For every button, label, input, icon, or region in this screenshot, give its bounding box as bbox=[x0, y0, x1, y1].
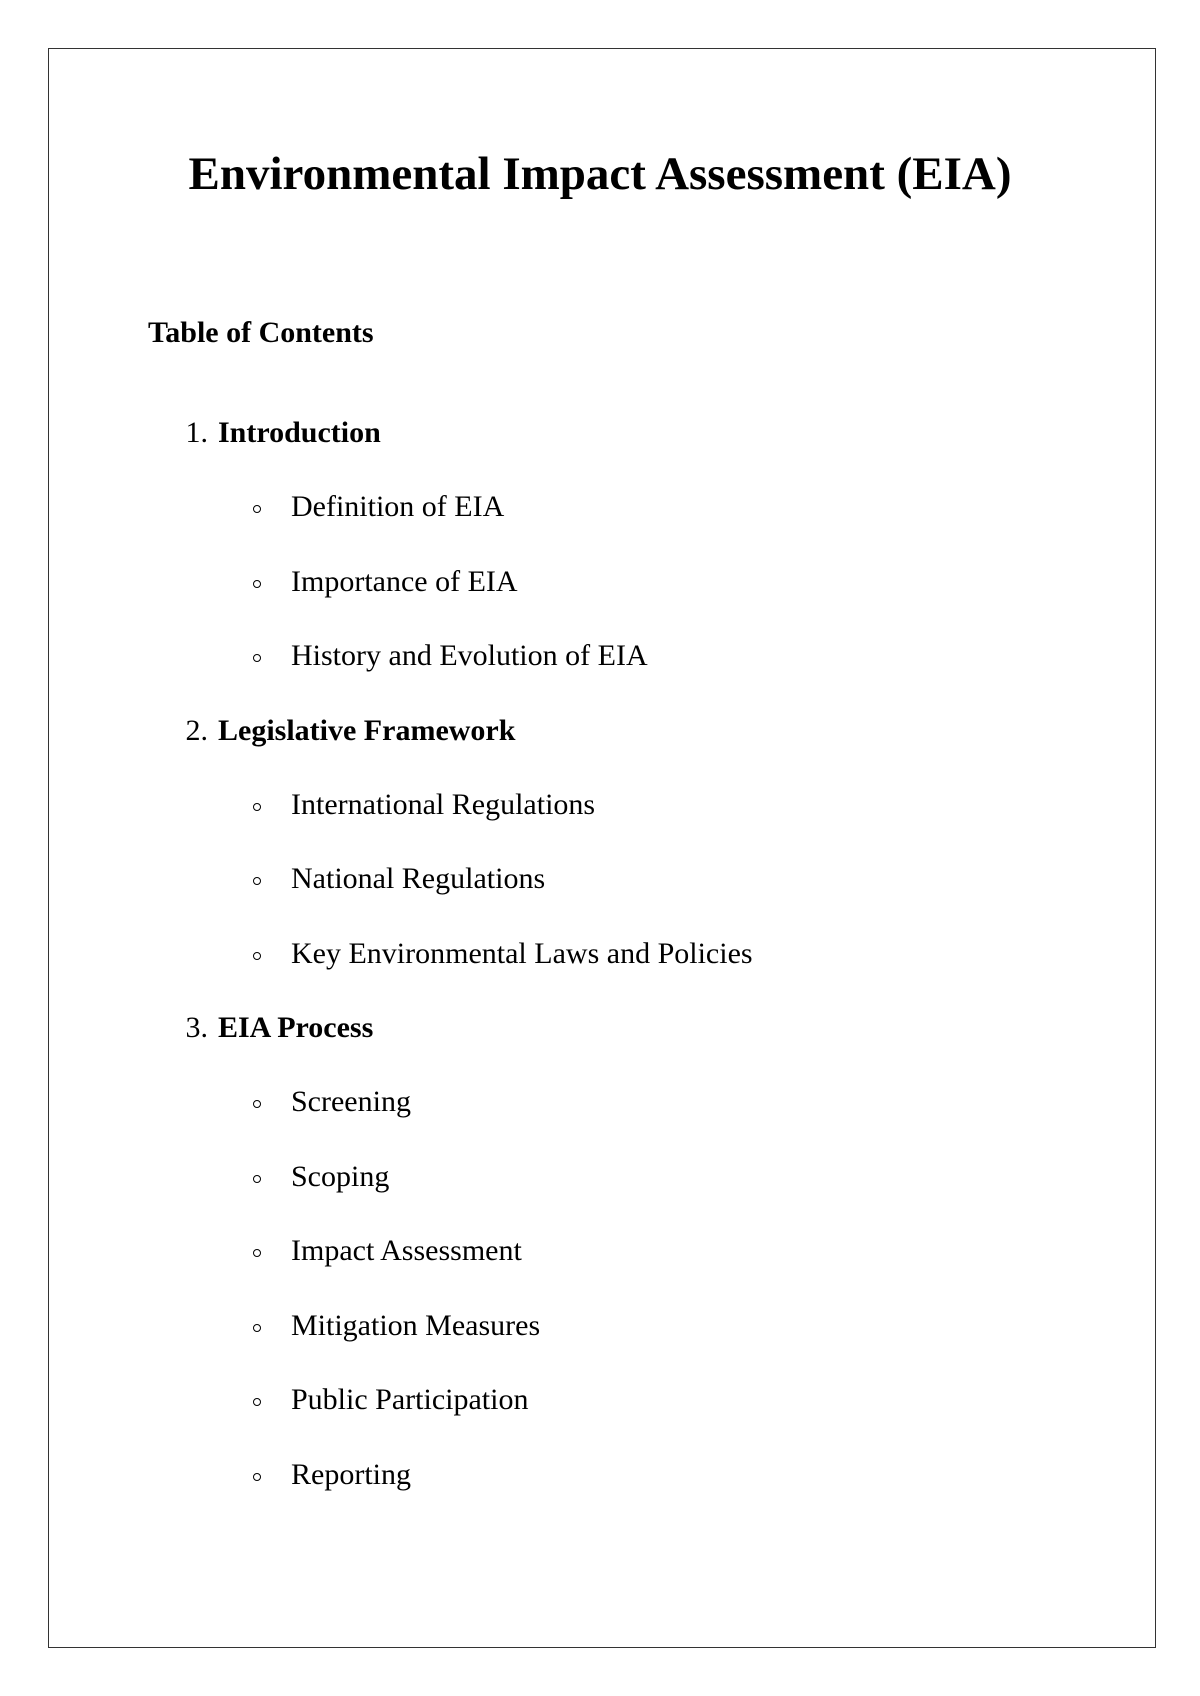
toc-item bbox=[0, 861, 1200, 936]
section-title: Introduction bbox=[218, 416, 381, 449]
toc-list bbox=[0, 415, 1200, 1531]
bullet-circle-icon bbox=[253, 1249, 261, 1257]
toc-item-label: Definition of EIA bbox=[291, 490, 505, 523]
section-number: 3. bbox=[185, 1011, 208, 1044]
section-title: Legislative Framework bbox=[218, 713, 516, 747]
toc-item-label: Public Participation bbox=[291, 1383, 529, 1416]
toc-item bbox=[0, 1308, 1200, 1383]
bullet-circle-icon bbox=[253, 654, 261, 662]
section-header bbox=[0, 713, 1200, 787]
section-number: 1. bbox=[185, 416, 208, 449]
section-number: 2. bbox=[185, 713, 208, 747]
toc-heading: Table of Contents bbox=[148, 316, 374, 349]
bullet-circle-icon bbox=[253, 1398, 261, 1406]
toc-item bbox=[0, 1159, 1200, 1234]
document-title: Environmental Impact Assessment (EIA) bbox=[188, 148, 1012, 200]
toc-item-label: Reporting bbox=[291, 1457, 411, 1491]
toc-item bbox=[0, 1382, 1200, 1457]
bullet-circle-icon bbox=[253, 1175, 261, 1183]
toc-item-label: International Regulations bbox=[291, 787, 596, 821]
sub-list bbox=[0, 787, 1200, 1011]
bullet-circle-icon bbox=[253, 952, 261, 960]
bullet-circle-icon bbox=[253, 580, 261, 588]
toc-item bbox=[0, 787, 1200, 862]
bullet-circle-icon bbox=[253, 1100, 261, 1108]
section-title: EIA Process bbox=[218, 1011, 374, 1044]
section-header bbox=[0, 415, 1200, 489]
toc-item bbox=[0, 1084, 1200, 1159]
bullet-circle-icon bbox=[253, 505, 261, 513]
toc-item-label: Scoping bbox=[291, 1159, 390, 1193]
toc-item-label: Importance of EIA bbox=[291, 564, 518, 598]
toc-item-label: Key Environmental Laws and Policies bbox=[291, 936, 753, 970]
sub-list bbox=[0, 489, 1200, 713]
toc-item-label: Impact Assessment bbox=[291, 1234, 522, 1267]
toc-item bbox=[0, 564, 1200, 639]
toc-item bbox=[0, 936, 1200, 1011]
toc-item-label: National Regulations bbox=[291, 862, 546, 895]
toc-item-label: Screening bbox=[291, 1085, 411, 1118]
toc-section-introduction bbox=[0, 415, 1200, 713]
bullet-circle-icon bbox=[253, 1324, 261, 1332]
bullet-circle-icon bbox=[253, 1473, 261, 1481]
section-header bbox=[0, 1010, 1200, 1084]
bullet-circle-icon bbox=[253, 803, 261, 811]
sub-list bbox=[0, 1084, 1200, 1531]
toc-section-eia-process bbox=[0, 1010, 1200, 1531]
toc-item bbox=[0, 489, 1200, 564]
toc-item bbox=[0, 1233, 1200, 1308]
toc-item-label: History and Evolution of EIA bbox=[291, 639, 648, 672]
bullet-circle-icon bbox=[253, 877, 261, 885]
toc-section-legislative-framework bbox=[0, 713, 1200, 1011]
toc-item bbox=[0, 1457, 1200, 1532]
toc-item bbox=[0, 638, 1200, 713]
toc-item-label: Mitigation Measures bbox=[291, 1308, 541, 1342]
